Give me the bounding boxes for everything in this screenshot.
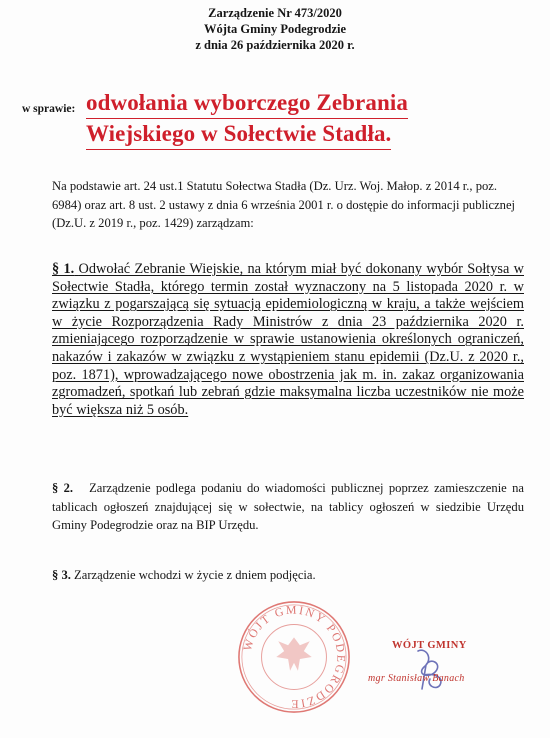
subject-label: w sprawie: (22, 103, 76, 115)
handwritten-signature (400, 645, 460, 695)
subject-title-line2: Wiejskiego w Sołectwie Stadła. (86, 119, 391, 150)
ordinance-number: Zarządzenie Nr 473/2020 (208, 6, 342, 20)
preamble: Na podstawie art. 24 ust.1 Statutu Sołectwa Stadła (Dz. Urz. Woj. Małop. z 2014 r., poz. 6984) oraz art. 8 ust. 2 ustawy z dnia 6 września 2001 r. o dostępie do informacji publicznej (Dz.U. z 2019 r., poz. 1429) zarządzam: (52, 179, 516, 230)
official-seal (235, 598, 353, 716)
section-3 (52, 566, 452, 584)
section-2-text: Zarządzenie podlega podaniu do wiadomości publicznej poprzez zamieszczenie na tablicach ogłoszeń znajdującej się w sołectwie, na tablicy ogłoszeń w siedzibie Urzędu Gminy Podegrodzie oraz na BIP Urzędu. (52, 481, 524, 533)
section-2 (52, 479, 524, 535)
signatory-name: mgr Stanisław Banach (368, 673, 465, 684)
section-2-number: § 2. (52, 481, 74, 495)
section-3-text: Zarządzenie wchodzi w życie z dniem podjęcia. (74, 568, 316, 582)
section-1-text: Odwołać Zebranie Wiejskie, na którym miał być dokonany wybór Sołtysa w Sołectwie Stadła, którego termin został wyznaczony na 5 listopada 2020 r. w związku z pogarszającą się sytuacją epidemiologiczną w kraju, a także wejściem w życie Rozporządzenia Rady Ministrów z dnia 23 października 2020 r. zmieniającego rozporządzenie w sprawie ustanowienia określonych ograniczeń, nakazów i zakazów w związku z wystąpieniem stanu epidemii (Dz.U. z 2020 r., poz. 1871), wprowadzającego nowe obostrzenia jak m. in. zakaz organizowania zgromadzeń, spotkań lub zebrań gdzie maksymalna liczba uczestników nie może być większa niż 5 osób. (52, 261, 524, 418)
issue-date: z dnia 26 października 2020 r. (195, 38, 355, 52)
seal-text: WÓJT GMINY PODEGRODZIE (240, 602, 349, 712)
signature-role: WÓJT GMINY (392, 640, 467, 651)
section-1 (52, 261, 524, 419)
issuing-authority: Wójta Gminy Podegrodzie (203, 22, 347, 36)
subject-title-line1: odwołania wyborczego Zebrania (86, 88, 408, 119)
eagle-emblem (276, 637, 311, 670)
section-1-number: § 1. (52, 261, 75, 277)
subject-title (86, 88, 526, 150)
section-3-number: § 3. (52, 568, 71, 582)
document-header (130, 5, 420, 53)
